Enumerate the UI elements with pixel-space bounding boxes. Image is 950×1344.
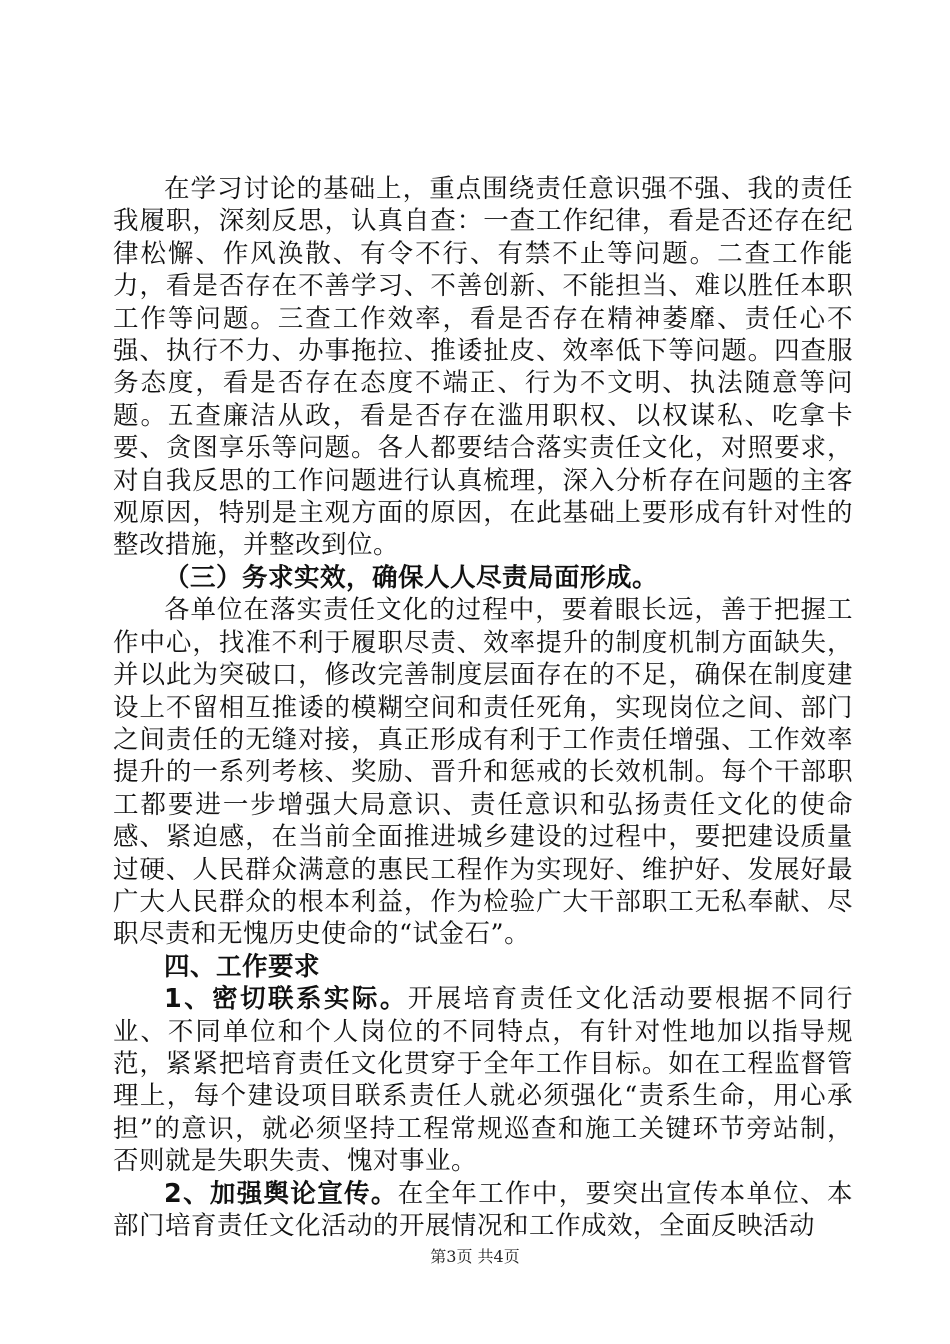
paragraph-requirement-2	[113, 1178, 853, 1243]
requirement-2-lead: 2、加强舆论宣传。	[164, 1178, 398, 1209]
paragraph-self-inspection: 在学习讨论的基础上，重点围绕责任意识强不强、我的责任我履职，深刻反思，认真自查：一查工作纪律，看是否还存在纪律松懈、作风涣散、有令不行、有禁不止等问题。二查工作能力，看是否存在不善学习、不善创新、不能担当、难以胜任本职工作等问题。三查工作效率，看是否存在精神萎靡、责任心不强、执行不力、办事拖拉、推诿扯皮、效率低下等问题。四查服务态度，看是否存在态度不端正、行为不文明、执法随意等问题。五查廉洁从政，看是否存在滥用职权、以权谋私、吃拿卡要、贪图享乐等问题。各人都要结合落实责任文化，对照要求，对自我反思的工作问题进行认真梳理，深入分析存在问题的主客观原因，特别是主观方面的原因，在此基础上要形成有针对性的整改措施，并整改到位。	[113, 174, 853, 561]
paragraph-requirement-1	[113, 983, 853, 1177]
paragraph-results: 各单位在落实责任文化的过程中，要着眼长远，善于把握工作中心，找准不利于履职尽责、效率提升的制度机制方面缺失，并以此为突破口，修改完善制度层面存在的不足，确保在制度建设上不留相互推诿的模糊空间和责任死角，实现岗位之间、部门之间责任的无缝对接，真正形成有利于工作责任增强、工作效率提升的一系列考核、奖励、晋升和惩戒的长效机制。每个干部职工都要进一步增强大局意识、责任意识和弘扬责任文化的使命感、紧迫感，在当前全面推进城乡建设的过程中，要把建设质量过硬、人民群众满意的惠民工程作为实现好、维护好、发展好最广大人民群众的根本利益，作为检验广大干部职工无私奉献、尽职尽责和无愧历史使命的“试金石”。	[113, 595, 853, 950]
page-footer: 第3页 共4页	[430, 1247, 520, 1266]
document-body	[113, 173, 853, 1242]
requirement-1-body: 开展培育责任文化活动要根据不同行业、不同单位和个人岗位的不同特点，有针对性地加以指导规范，紧紧把培育责任文化贯穿于全年工作目标。如在工程监督管理上，每个建设项目联系责任人就必须强化“责系生命，用心承担”的意识，就必须坚持工程常规巡查和施工关键环节旁站制，否则就是失职失责、愧对事业。	[113, 984, 853, 1177]
section-heading-4: 四、工作要求	[164, 951, 321, 982]
section-heading-3: （三）务求实效，确保人人尽责局面形成。	[164, 562, 659, 593]
requirement-1-lead: 1、密切联系实际。	[164, 984, 408, 1015]
requirement-2-body: 在全年工作中，要突出宣传本单位、本部门培育责任文化活动的开展情况和工作成效，全面反映活动	[113, 1178, 853, 1241]
